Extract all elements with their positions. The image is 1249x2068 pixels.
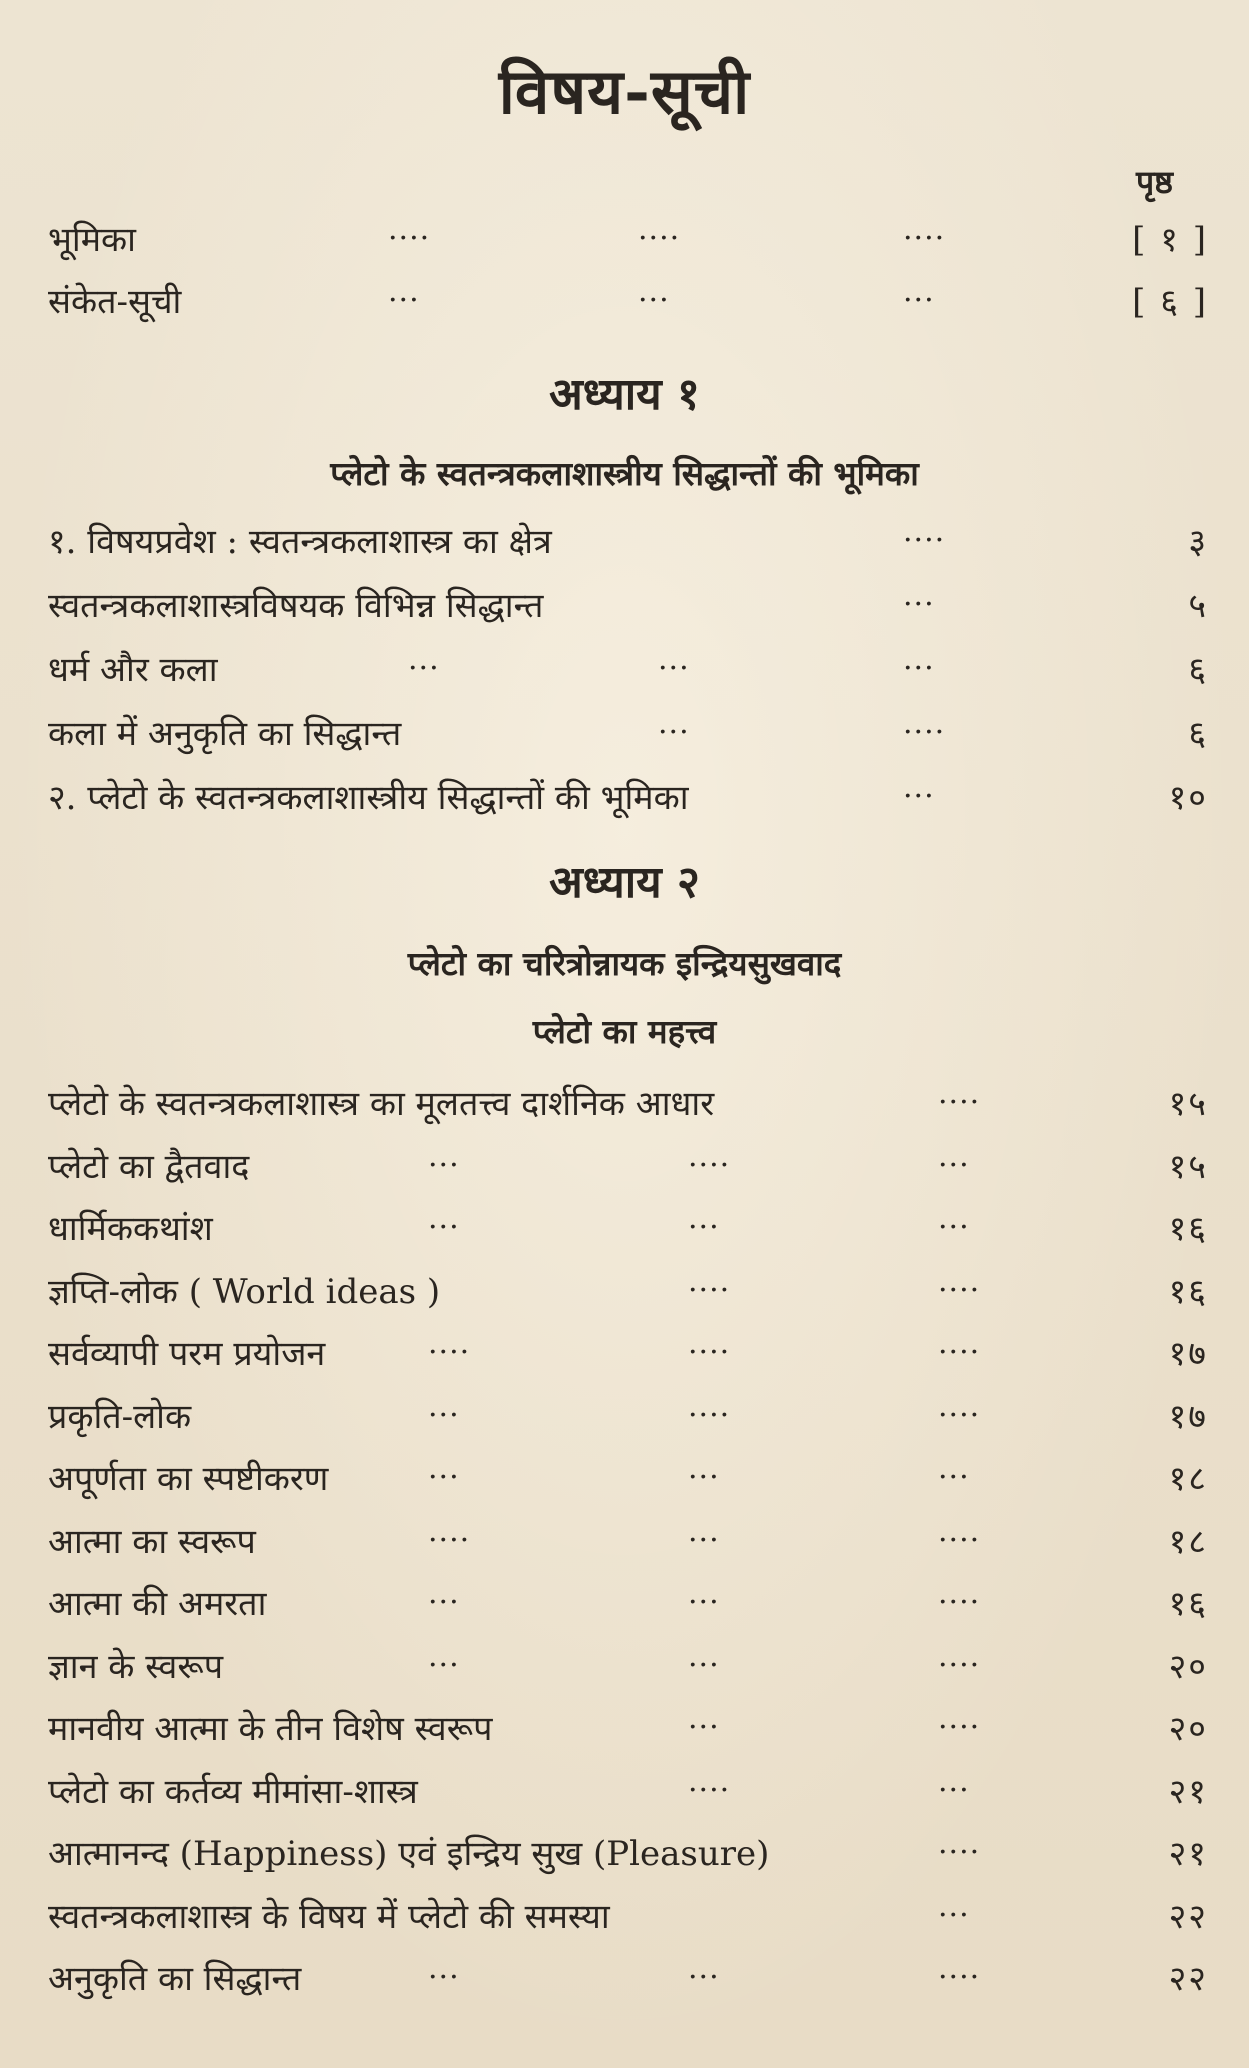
toc-entry-label: सर्वव्यापी परम प्रयोजन <box>48 1334 326 1374</box>
toc-entry-page-number: २० <box>1168 1646 1208 1687</box>
chapter-2-subtitle: प्लेटो का चरित्रोन्नायक इन्द्रियसुखवाद <box>407 944 842 983</box>
dot-leader: ... <box>428 1388 460 1424</box>
dot-leader: ... <box>428 1638 460 1674</box>
toc-entry-page-number: २१ <box>1168 1771 1208 1812</box>
dot-leader: .... <box>938 1513 981 1549</box>
toc-entry <box>48 1138 1208 1193</box>
toc-entry <box>48 644 1208 696</box>
toc-entry <box>48 1203 1208 1255</box>
chapter-1-heading: अध्याय १ <box>549 369 700 420</box>
toc-entry-page-number: २१ <box>1168 1834 1208 1874</box>
dot-leader: ... <box>428 1576 460 1611</box>
toc-entry-label: अपूर्णता का स्पष्टीकरण <box>48 1459 329 1499</box>
chapter-2-subtitle-2: प्लेटो का महत्त्व <box>532 1012 717 1051</box>
toc-entry-page-number: २२ <box>1168 1896 1208 1937</box>
dot-leader: ... <box>938 1138 970 1174</box>
toc-entry <box>48 580 1208 632</box>
toc-entry-page-number: १६ <box>1168 1271 1208 1312</box>
chapter-2-heading: अध्याय २ <box>549 857 700 908</box>
dot-leader: ... <box>903 770 935 805</box>
toc-entry-page-number: [ १ ] <box>1132 220 1208 260</box>
toc-entry-page-number: २२ <box>1168 1959 1208 1999</box>
dot-leader: ... <box>428 1951 460 1986</box>
toc-entry-label: स्वतन्त्रकलाशास्त्रविषयक विभिन्न सिद्धान्त <box>48 586 544 626</box>
dot-leader: ... <box>428 1138 460 1174</box>
dot-leader: ... <box>688 1513 720 1549</box>
dot-leader: ... <box>428 1451 460 1486</box>
toc-entry <box>48 214 1208 266</box>
dot-leader: ... <box>658 642 690 677</box>
dot-leader: .... <box>903 212 946 247</box>
page-title: विषय-सूची <box>498 55 751 128</box>
dot-leader: ... <box>688 1451 720 1486</box>
dot-leader: ... <box>408 642 440 677</box>
dot-leader: .... <box>938 1388 981 1424</box>
dot-leader: .... <box>688 1388 731 1424</box>
toc-entry-label: संकेत-सूची <box>48 282 182 322</box>
dot-leader: ... <box>658 706 690 741</box>
dot-leader: .... <box>938 1326 981 1361</box>
toc-entry-page-number: १७ <box>1168 1396 1208 1437</box>
toc-entry <box>48 1263 1208 1318</box>
dot-leader: ... <box>903 578 935 613</box>
dot-leader: .... <box>903 514 946 549</box>
toc-entry <box>48 276 1208 328</box>
toc-entry-page-number: १८ <box>1168 1459 1208 1499</box>
dot-leader: ... <box>903 642 935 677</box>
toc-entry-label: मानवीय आत्मा के तीन विशेष स्वरूप <box>48 1709 493 1749</box>
toc-entry-page-number: १६ <box>1168 1209 1208 1249</box>
toc-entry <box>48 1763 1208 1818</box>
dot-leader: .... <box>638 212 681 247</box>
toc-entry <box>48 1453 1208 1505</box>
dot-leader: ... <box>638 274 670 309</box>
toc-entry <box>48 516 1208 568</box>
toc-entry-label: ज्ञान के स्वरूप <box>48 1646 224 1687</box>
dot-leader: .... <box>428 1326 471 1361</box>
toc-entry-label: स्वतन्त्रकलाशास्त्र के विषय में प्लेटो की समस्या <box>48 1896 610 1937</box>
toc-entry-page-number: ३ <box>1188 522 1208 562</box>
toc-entry <box>48 1513 1208 1568</box>
dot-leader: ... <box>938 1763 970 1799</box>
toc-entry-label: २. प्लेटो के स्वतन्त्रकलाशास्त्रीय सिद्धान्तों की भूमिका <box>48 778 689 818</box>
toc-entry <box>48 1703 1208 1755</box>
toc-entry <box>48 708 1208 760</box>
chapter-1-subtitle: प्लेटो के स्वतन्त्रकलाशास्त्रीय सिद्धान्तों की भूमिका <box>330 454 919 493</box>
dot-leader: .... <box>938 1263 981 1299</box>
toc-entry <box>48 1828 1208 1880</box>
dot-leader: .... <box>688 1263 731 1299</box>
dot-leader: .... <box>688 1326 731 1361</box>
toc-entry-label: १. विषयप्रवेश : स्वतन्त्रकलाशास्त्र का क्षेत्र <box>48 522 552 562</box>
dot-leader: ... <box>938 1201 970 1236</box>
toc-entry-label: अनुकृति का सिद्धान्त <box>48 1959 302 1999</box>
toc-entry <box>48 772 1208 824</box>
toc-entry-label: धर्म और कला <box>48 650 218 690</box>
dot-leader: ... <box>688 1701 720 1736</box>
toc-entry-label: कला में अनुकृति का सिद्धान्त <box>48 714 402 754</box>
dot-leader: ... <box>938 1451 970 1486</box>
dot-leader: .... <box>903 706 946 741</box>
dot-leader: ... <box>688 1951 720 1986</box>
dot-leader: .... <box>938 1076 981 1111</box>
toc-entry-label: आत्मा का स्वरूप <box>48 1521 256 1562</box>
toc-entry-page-number: ५ <box>1188 586 1208 626</box>
dot-leader: ... <box>688 1576 720 1611</box>
toc-entry-label: प्लेटो का कर्तव्य मीमांसा-शास्त्र <box>48 1771 418 1812</box>
dot-leader: .... <box>938 1951 981 1986</box>
dot-leader: .... <box>688 1138 731 1174</box>
dot-leader: ... <box>903 274 935 309</box>
toc-entry <box>48 1388 1208 1443</box>
dot-leader: ... <box>388 274 420 309</box>
toc-entry-label: आत्मानन्द (Happiness) एवं इन्द्रिय सुख (Pleasure) <box>48 1834 770 1874</box>
dot-leader: .... <box>938 1826 981 1861</box>
toc-entry-label: आत्मा की अमरता <box>48 1584 267 1624</box>
toc-entry-page-number: १७ <box>1168 1334 1208 1374</box>
toc-entry-page-number: १० <box>1168 778 1208 818</box>
toc-entry-page-number: ६ <box>1188 714 1208 754</box>
toc-entry-page-number: १६ <box>1168 1584 1208 1624</box>
dot-leader: ... <box>688 1638 720 1674</box>
toc-entry-label: ज्ञप्ति-लोक ( World ideas ) <box>48 1271 441 1312</box>
dot-leader: ... <box>428 1201 460 1236</box>
toc-entry-page-number: [ ६ ] <box>1132 282 1208 322</box>
toc-entry-page-number: ६ <box>1188 650 1208 690</box>
toc-entry <box>48 1078 1208 1130</box>
dot-leader: .... <box>428 1513 471 1549</box>
dot-leader: .... <box>938 1701 981 1736</box>
page-column-label: पृष्ठ <box>1135 163 1173 201</box>
dot-leader: .... <box>688 1763 731 1799</box>
toc-entry <box>48 1888 1208 1943</box>
toc-entry <box>48 1953 1208 2005</box>
toc-entry-page-number: २० <box>1168 1709 1208 1749</box>
toc-entry-label: प्रकृति-लोक <box>48 1396 192 1437</box>
dot-leader: .... <box>938 1576 981 1611</box>
toc-entry <box>48 1638 1208 1693</box>
toc-entry-label: प्लेटो के स्वतन्त्रकलाशास्त्र का मूलतत्त्व दार्शनिक आधार <box>48 1084 715 1124</box>
dot-leader: ... <box>938 1888 970 1924</box>
toc-entry-page-number: १५ <box>1168 1084 1208 1124</box>
toc-entry-label: भूमिका <box>48 220 136 260</box>
toc-entry-page-number: १५ <box>1168 1146 1208 1187</box>
toc-entry <box>48 1328 1208 1380</box>
dot-leader: ... <box>688 1201 720 1236</box>
dot-leader: .... <box>938 1638 981 1674</box>
toc-entry-page-number: १८ <box>1168 1521 1208 1562</box>
dot-leader: .... <box>388 212 431 247</box>
toc-entry-label: प्लेटो का द्वैतवाद <box>48 1146 250 1187</box>
toc-entry-label: धार्मिककथांश <box>48 1209 213 1249</box>
toc-entry <box>48 1578 1208 1630</box>
